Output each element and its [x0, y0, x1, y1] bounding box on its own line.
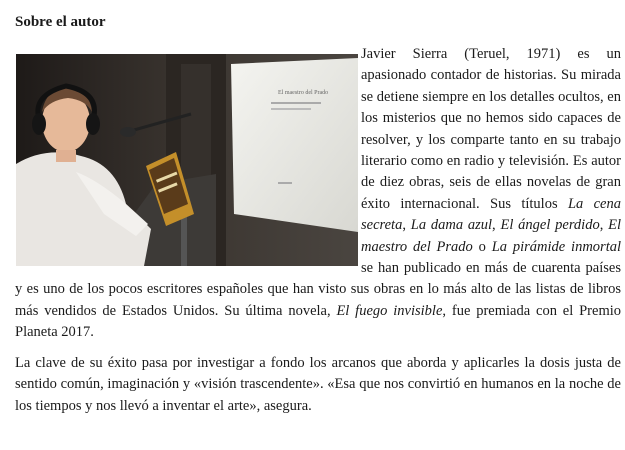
- title-el-maestro-del-prado: El maestro del Prado: [361, 217, 622, 255]
- separator: ,: [402, 217, 411, 234]
- photo-spacer: [15, 44, 361, 269]
- title-la-dama-azul: La dama azul: [410, 217, 493, 234]
- separator: ,: [599, 217, 609, 234]
- section-heading: Sobre el autor: [15, 14, 106, 30]
- paragraph-1-part-3: , fue premiada con el Premio Planeta 2017.: [15, 302, 621, 341]
- title-la-cena-secreta: La cena secreta: [361, 195, 621, 234]
- title-el-fuego-invisible: El fuego invisible: [336, 302, 443, 319]
- article-body: [15, 44, 621, 417]
- title-el-angel-perdido: El ángel perdido: [500, 217, 600, 234]
- separator: o: [472, 238, 492, 255]
- paragraph-2: La clave de su éxito pasa por investigar a fondo los arcanos que aborda y aplicarles la dosis justa de sentido común, imaginación y «visión trascendente». «Esa que nos convirtió en humanos en la noche de los tiempos y nos llevó a inventar el arte», asegura.: [15, 354, 621, 414]
- separator: ,: [492, 217, 501, 234]
- screen-title: El maestro del Prado: [278, 90, 329, 96]
- paragraph-1-part-2: se han publicado en más de cuarenta países y es uno de los pocos escritores españoles que han visto sus obras en lo más alto de las listas de libros más vendidos de Estados Unidos. Su última novela,: [15, 260, 621, 319]
- paragraph-1-part-1: Javier Sierra (Teruel, 1971) es un apasionado contador de historias. Su mirada se detiene siempre en los detalles ocultos, en los misterios que no hemos sido capaces de resolver, y los comparte tanto en su trabajo literario como en radio y televisión. Es autor de diez obras, seis de ellas novelas de gran éxito internacional. Sus títulos: [361, 46, 621, 212]
- title-la-piramide-inmortal: La pirámide inmortal: [491, 238, 621, 255]
